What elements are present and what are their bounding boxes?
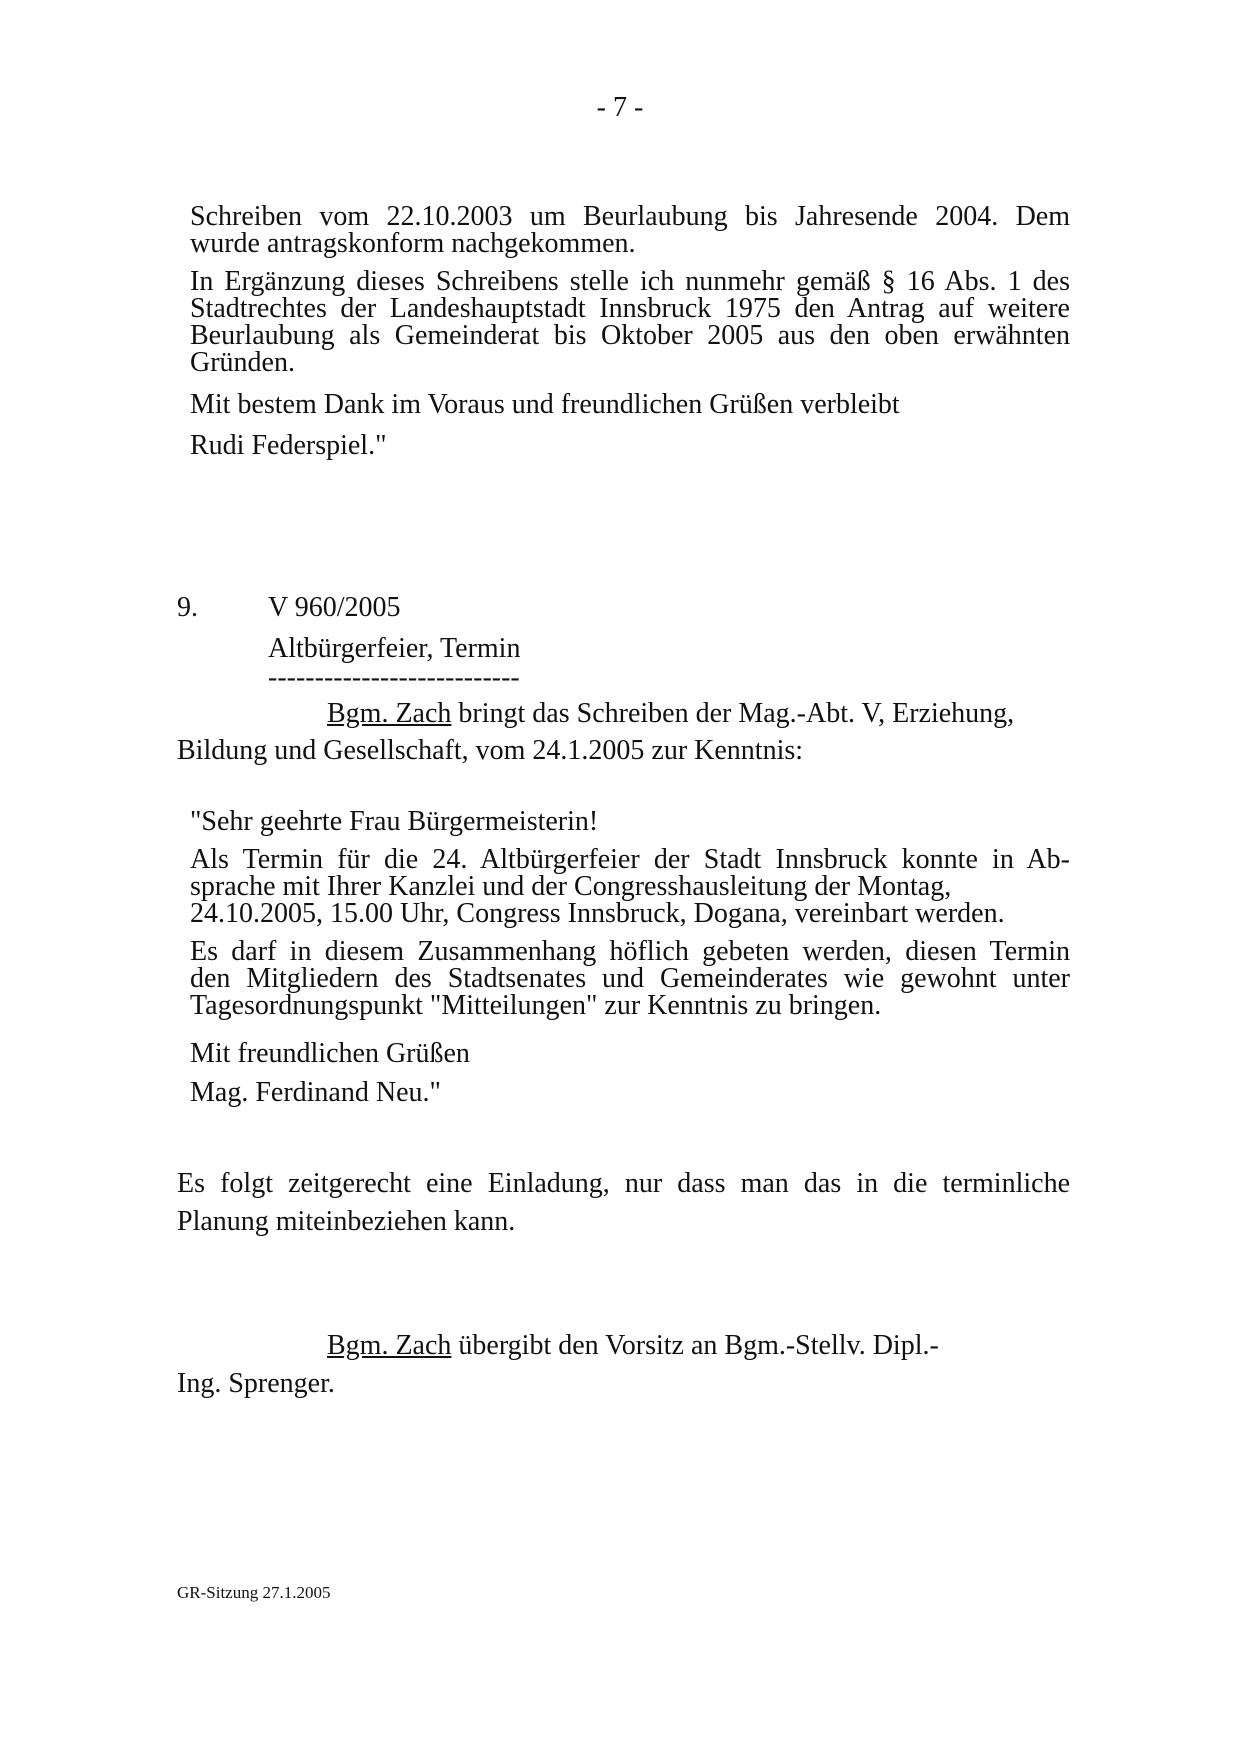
text-line: wurde antragskonform nachgekommen.	[190, 228, 636, 259]
letter1-closing: Mit bestem Dank im Voraus und freundlichen Grüßen verbleibt	[190, 389, 900, 420]
letter2-signature: Mag. Ferdinand Neu."	[190, 1077, 441, 1108]
letter1-paragraph-1	[190, 203, 1070, 257]
agenda-item-number: 9.	[177, 592, 198, 623]
handover-line-2: Ing. Sprenger.	[177, 1368, 335, 1399]
text-line: 24.10.2005, 15.00 Uhr, Congress Innsbruck, Dogana, vereinbart werden.	[190, 898, 1005, 929]
letter2-salutation: "Sehr geehrte Frau Bürgermeisterin!	[190, 806, 599, 837]
text-line: Es folgt zeitgerecht eine Einladung, nur dass man das in die terminliche	[177, 1168, 1070, 1199]
agenda-item-underline: ---------------------------	[268, 662, 520, 693]
intro-line-1	[327, 700, 1014, 727]
text-line: Als Termin für die 24. Altbürgerfeier der Stadt Innsbruck konnte in Ab-	[190, 844, 1070, 875]
letter2-paragraph-2	[190, 938, 1070, 1019]
handover-text: übergibt den Vorsitz an Bgm.-Stellv. Dipl.-	[451, 1330, 939, 1361]
text-line: Stadtrechtes der Landeshauptstadt Innsbruck 1975 den Antrag auf weitere	[190, 293, 1070, 324]
text-line: Es darf in diesem Zusammenhang höflich gebeten werden, diesen Termin	[190, 936, 1070, 967]
letter1-signature: Rudi Federspiel."	[190, 430, 387, 461]
letter1-body	[190, 203, 1070, 387]
text-line: sprache mit Ihrer Kanzlei und der Congresshausleitung der Montag,	[190, 871, 952, 902]
intro-line-2: Bildung und Gesellschaft, vom 24.1.2005 zur Kenntnis:	[177, 735, 804, 766]
page-number: - 7 -	[596, 92, 644, 123]
agenda-item-code: V 960/2005	[268, 592, 401, 623]
footer-session-date: GR-Sitzung 27.1.2005	[177, 1583, 331, 1602]
letter2-closing: Mit freundlichen Grüßen	[190, 1038, 470, 1069]
text-line: den Mitgliedern des Stadtsenates und Gemeinderates wie gewohnt unter	[190, 963, 1070, 994]
agenda-item-title: Altbürgerfeier, Termin	[268, 633, 521, 664]
speaker-name: Bgm. Zach	[327, 698, 452, 729]
speaker-name: Bgm. Zach	[327, 1330, 452, 1361]
letter2-body	[190, 846, 1070, 1030]
text-line: Tagesordnungspunkt "Mitteilungen" zur Kenntnis zu bringen.	[190, 990, 882, 1021]
handover-line-1	[327, 1332, 939, 1359]
text-line: Schreiben vom 22.10.2003 um Beurlaubung bis Jahresende 2004. Dem	[190, 201, 1070, 232]
text-line: In Ergänzung dieses Schreibens stelle ich nunmehr gemäß § 16 Abs. 1 des	[190, 266, 1070, 297]
letter2-paragraph-1	[190, 846, 1070, 927]
text-line: Beurlaubung als Gemeinderat bis Oktober 2005 aus den oben erwähnten	[190, 320, 1070, 351]
letter1-paragraph-2	[190, 268, 1070, 376]
remark-paragraph	[177, 1165, 1070, 1241]
text-line: Planung miteinbeziehen kann.	[177, 1206, 516, 1237]
text-line: Gründen.	[190, 347, 295, 378]
intro-text: bringt das Schreiben der Mag.-Abt. V, Erziehung,	[451, 698, 1015, 729]
